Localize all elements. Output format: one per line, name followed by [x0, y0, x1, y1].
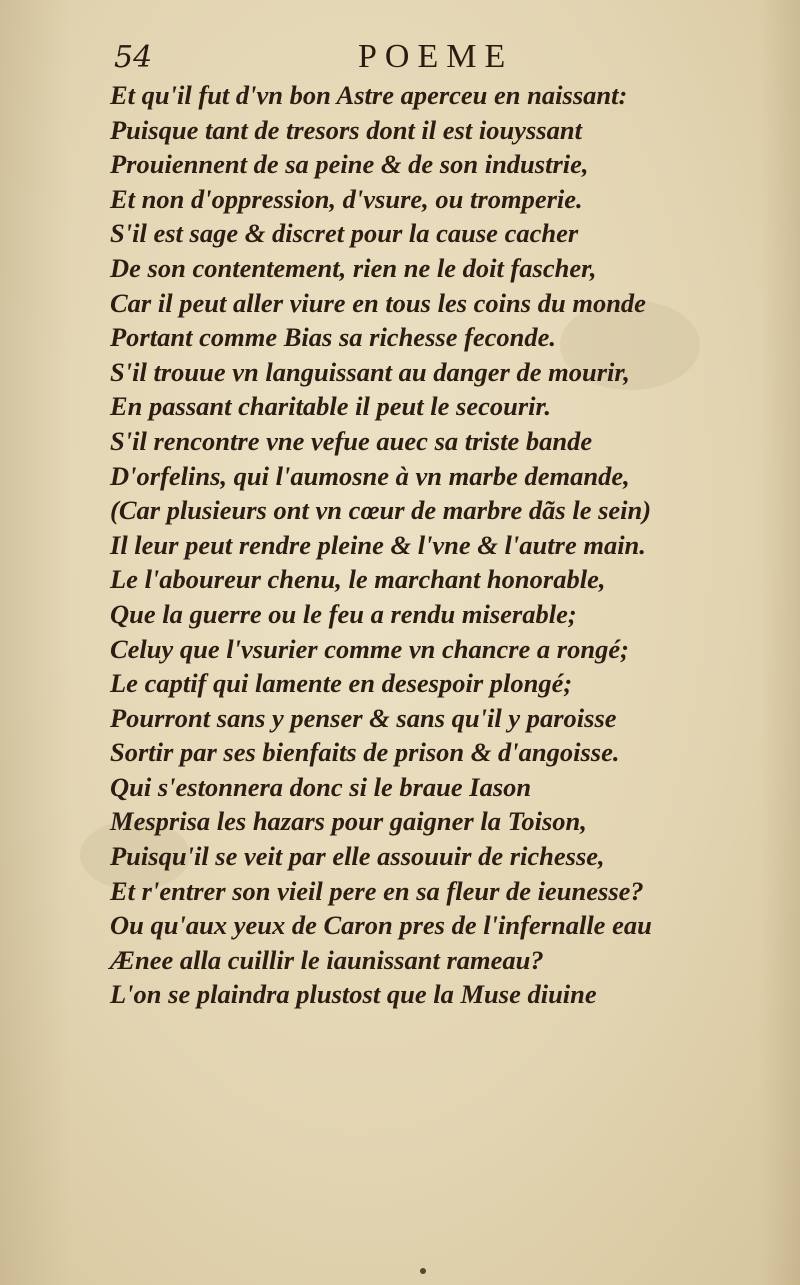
verse-line: Et qu'il fut d'vn bon Astre aperceu en naissant: — [110, 80, 628, 110]
verse-line: Et non d'oppression, d'vsure, ou tromperie. — [110, 183, 583, 214]
verse-line: Le captif qui lamente en desespoir plongé; — [110, 668, 573, 699]
verse-line: Celuy que l'vsurier comme vn chancre a rongé; — [110, 633, 629, 664]
verse-line: Puisque tant de tresors dont il est iouyssant — [110, 114, 582, 145]
page-title: POEME — [358, 38, 514, 75]
page-gutter-shadow — [0, 0, 70, 1285]
verse-line: En passant charitable il peut le secourir. — [110, 391, 551, 422]
verse-line: S'il trouue vn languissant au danger de mourir, — [110, 356, 630, 387]
verse-line: L'on se plaindra plustost que la Muse diuine — [110, 979, 597, 1010]
verse-line: Mesprisa les hazars pour gaigner la Toison, — [110, 806, 587, 837]
verse-line: Ænee alla cuillir le iaunissant rameau? — [110, 944, 544, 975]
verse-line: D'orfelins, qui l'aumosne à vn marbe demande, — [110, 460, 630, 491]
verse-line: De son contentement, rien ne le doit fascher, — [110, 252, 597, 283]
page-number: 54 — [114, 40, 153, 75]
verse-line: (Car plusieurs ont vn cœur de marbre dãs le sein) — [110, 495, 652, 526]
ink-dot — [420, 1268, 426, 1274]
verse-line: S'il est sage & discret pour la cause cacher — [110, 218, 579, 249]
verse-line: Pourront sans y penser & sans qu'il y paroisse — [110, 702, 617, 733]
page-edge-shadow — [760, 0, 800, 1285]
verse-line: Car il peut aller viure en tous les coins du monde — [110, 287, 646, 318]
verse-line: Puisqu'il se veit par elle assouuir de richesse, — [110, 841, 605, 872]
verse-line: Il leur peut rendre pleine & l'vne & l'autre main. — [110, 529, 646, 560]
verse-line: Que la guerre ou le feu a rendu miserable; — [110, 598, 577, 629]
verse-line: Le l'aboureur chenu, le marchant honorable, — [110, 564, 606, 595]
verse-line: Sortir par ses bienfaits de prison & d'angoisse. — [110, 737, 620, 768]
verse-line: Et r'entrer son vieil pere en sa fleur de ieunesse? — [110, 875, 644, 906]
verse-block — [110, 78, 730, 1012]
verse-line: Qui s'estonnera donc si le braue Iason — [110, 771, 532, 802]
running-head — [110, 36, 670, 80]
verse-line: Ou qu'aux yeux de Caron pres de l'infernalle eau — [110, 910, 652, 941]
verse-line: Prouiennent de sa peine & de son industrie, — [110, 149, 589, 180]
verse-line: Portant comme Bias sa richesse feconde. — [110, 322, 557, 353]
verse-line: S'il rencontre vne vefue auec sa triste bande — [110, 425, 593, 456]
